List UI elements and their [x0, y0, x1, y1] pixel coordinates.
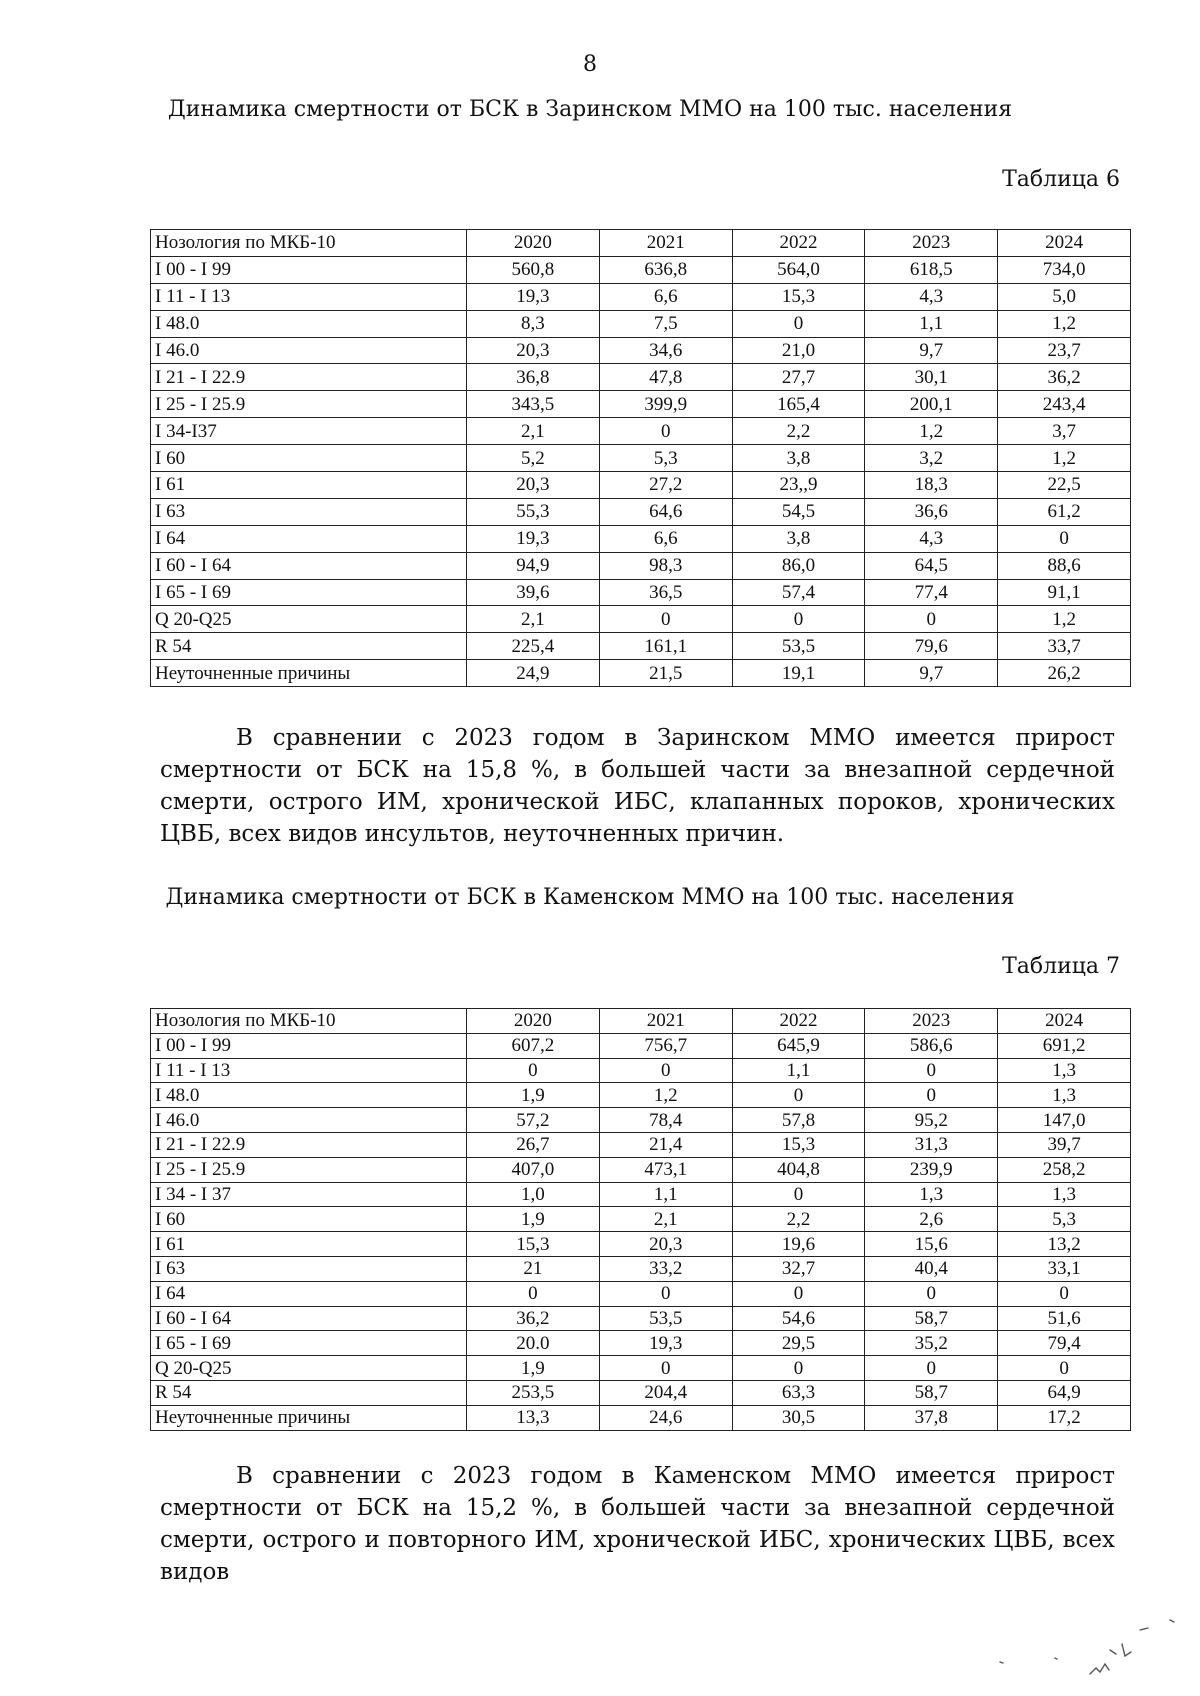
row-value-cell: 86,0 — [732, 552, 865, 579]
row-value-cell: 473,1 — [599, 1157, 732, 1182]
row-value-cell: 55,3 — [467, 498, 600, 525]
table6 — [150, 229, 1131, 687]
row-value-cell: 30,1 — [865, 364, 998, 391]
row-value-cell: 98,3 — [599, 552, 732, 579]
section2-heading: Динамика смертности от БСК в Каменском ММО на 100 тыс. населения — [165, 885, 1015, 910]
row-value-cell: 58,7 — [865, 1380, 998, 1405]
row-nosology-cell: I 00 - I 99 — [151, 256, 467, 283]
row-value-cell: 0 — [599, 1356, 732, 1381]
row-nosology-cell: I 64 — [151, 525, 467, 552]
row-value-cell: 95,2 — [865, 1108, 998, 1133]
row-value-cell: 36,5 — [599, 579, 732, 606]
row-value-cell: 0 — [732, 1356, 865, 1381]
row-value-cell: 1,3 — [998, 1182, 1131, 1207]
row-value-cell: 15,6 — [865, 1232, 998, 1257]
row-value-cell: 57,2 — [467, 1108, 600, 1133]
row-nosology-cell: R 54 — [151, 633, 467, 660]
row-value-cell: 9,7 — [865, 660, 998, 687]
table-row — [151, 1157, 1131, 1182]
row-value-cell: 586,6 — [865, 1033, 998, 1058]
table-row — [151, 1232, 1131, 1257]
row-value-cell: 1,2 — [998, 310, 1131, 337]
row-value-cell: 53,5 — [732, 633, 865, 660]
row-value-cell: 35,2 — [865, 1331, 998, 1356]
row-value-cell: 3,7 — [998, 418, 1131, 445]
row-value-cell: 36,2 — [467, 1306, 600, 1331]
row-nosology-cell: I 63 — [151, 1256, 467, 1281]
row-value-cell: 607,2 — [467, 1033, 600, 1058]
table-row — [151, 1356, 1131, 1381]
row-value-cell: 1,9 — [467, 1207, 600, 1232]
row-value-cell: 40,4 — [865, 1256, 998, 1281]
row-value-cell: 0 — [998, 1356, 1131, 1381]
row-value-cell: 734,0 — [998, 256, 1131, 283]
row-value-cell: 225,4 — [467, 633, 600, 660]
row-nosology-cell: I 48.0 — [151, 1083, 467, 1108]
table-header-row — [151, 1009, 1131, 1034]
row-nosology-cell: I 61 — [151, 1232, 467, 1257]
section1-paragraph: В сравнении с 2023 годом в Заринском ММО имеется прирост смертности от БСК на 15,8 %, в большей части за внезапной сердечной смерти, острого ИМ, хронической ИБС, клапанных пороков, хронических ЦВБ, всех видов инсультов, неуточненных причин. — [160, 725, 1115, 847]
row-value-cell: 21,4 — [599, 1132, 732, 1157]
row-value-cell: 1,1 — [865, 310, 998, 337]
column-header-year: 2023 — [865, 230, 998, 257]
row-value-cell: 0 — [599, 1281, 732, 1306]
row-value-cell: 15,3 — [732, 1132, 865, 1157]
row-value-cell: 26,2 — [998, 660, 1131, 687]
row-nosology-cell: I 60 — [151, 445, 467, 472]
row-value-cell: 7,5 — [599, 310, 732, 337]
row-value-cell: 0 — [599, 1058, 732, 1083]
column-header-nosology: Нозология по МКБ-10 — [151, 1009, 467, 1034]
row-value-cell: 0 — [998, 525, 1131, 552]
row-value-cell: 1,9 — [467, 1083, 600, 1108]
row-value-cell: 36,6 — [865, 498, 998, 525]
row-nosology-cell: I 25 - I 25.9 — [151, 1157, 467, 1182]
row-value-cell: 645,9 — [732, 1033, 865, 1058]
row-value-cell: 0 — [998, 1281, 1131, 1306]
table-row — [151, 1108, 1131, 1133]
table-row — [151, 525, 1131, 552]
row-value-cell: 39,6 — [467, 579, 600, 606]
row-value-cell: 36,8 — [467, 364, 600, 391]
row-value-cell: 20,3 — [467, 472, 600, 499]
row-value-cell: 27,7 — [732, 364, 865, 391]
row-value-cell: 161,1 — [599, 633, 732, 660]
row-value-cell: 20.0 — [467, 1331, 600, 1356]
table-row — [151, 472, 1131, 499]
row-value-cell: 51,6 — [998, 1306, 1131, 1331]
column-header-year: 2022 — [732, 1009, 865, 1034]
table-row — [151, 256, 1131, 283]
row-value-cell: 77,4 — [865, 579, 998, 606]
row-value-cell: 2,1 — [599, 1207, 732, 1232]
row-nosology-cell: I 60 — [151, 1207, 467, 1232]
row-value-cell: 34,6 — [599, 337, 732, 364]
row-value-cell: 0 — [865, 606, 998, 633]
column-header-year: 2021 — [599, 1009, 732, 1034]
row-value-cell: 36,2 — [998, 364, 1131, 391]
row-nosology-cell: I 11 - I 13 — [151, 1058, 467, 1083]
row-value-cell: 27,2 — [599, 472, 732, 499]
table-row — [151, 445, 1131, 472]
row-value-cell: 22,5 — [998, 472, 1131, 499]
row-value-cell: 4,3 — [865, 283, 998, 310]
table-row — [151, 364, 1131, 391]
row-value-cell: 23,,9 — [732, 472, 865, 499]
row-value-cell: 2,6 — [865, 1207, 998, 1232]
row-value-cell: 13,3 — [467, 1405, 600, 1430]
row-value-cell: 15,3 — [467, 1232, 600, 1257]
row-value-cell: 0 — [467, 1281, 600, 1306]
table-row — [151, 633, 1131, 660]
table-row — [151, 579, 1131, 606]
row-value-cell: 253,5 — [467, 1380, 600, 1405]
table-row — [151, 1331, 1131, 1356]
row-value-cell: 636,8 — [599, 256, 732, 283]
row-value-cell: 29,5 — [732, 1331, 865, 1356]
section1-heading: Динамика смертности от БСК в Заринском ММО на 100 тыс. населения — [167, 97, 1013, 122]
row-value-cell: 1,2 — [599, 1083, 732, 1108]
row-value-cell: 243,4 — [998, 391, 1131, 418]
row-nosology-cell: R 54 — [151, 1380, 467, 1405]
table-row — [151, 418, 1131, 445]
row-value-cell: 756,7 — [599, 1033, 732, 1058]
column-header-year: 2022 — [732, 230, 865, 257]
row-value-cell: 5,3 — [998, 1207, 1131, 1232]
row-value-cell: 204,4 — [599, 1380, 732, 1405]
table-row — [151, 1380, 1131, 1405]
row-value-cell: 1,3 — [865, 1182, 998, 1207]
row-value-cell: 26,7 — [467, 1132, 600, 1157]
row-value-cell: 17,2 — [998, 1405, 1131, 1430]
row-value-cell: 57,8 — [732, 1108, 865, 1133]
row-value-cell: 0 — [732, 1083, 865, 1108]
row-nosology-cell: I 48.0 — [151, 310, 467, 337]
row-nosology-cell: Q 20-Q25 — [151, 1356, 467, 1381]
table-row — [151, 1182, 1131, 1207]
row-value-cell: 53,5 — [599, 1306, 732, 1331]
row-value-cell: 3,8 — [732, 445, 865, 472]
row-value-cell: 91,1 — [998, 579, 1131, 606]
page-number: 8 — [583, 52, 597, 77]
row-value-cell: 0 — [865, 1281, 998, 1306]
row-nosology-cell: I 60 - I 64 — [151, 552, 467, 579]
column-header-year: 2023 — [865, 1009, 998, 1034]
table-row — [151, 498, 1131, 525]
row-value-cell: 3,2 — [865, 445, 998, 472]
row-value-cell: 258,2 — [998, 1157, 1131, 1182]
row-nosology-cell: I 11 - I 13 — [151, 283, 467, 310]
row-value-cell: 1,3 — [998, 1083, 1131, 1108]
row-value-cell: 200,1 — [865, 391, 998, 418]
row-value-cell: 19,3 — [467, 525, 600, 552]
row-value-cell: 1,9 — [467, 1356, 600, 1381]
row-value-cell: 165,4 — [732, 391, 865, 418]
row-value-cell: 0 — [599, 418, 732, 445]
row-nosology-cell: I 25 - I 25.9 — [151, 391, 467, 418]
row-value-cell: 6,6 — [599, 283, 732, 310]
row-value-cell: 31,3 — [865, 1132, 998, 1157]
row-value-cell: 37,8 — [865, 1405, 998, 1430]
row-value-cell: 0 — [732, 1182, 865, 1207]
row-value-cell: 33,2 — [599, 1256, 732, 1281]
row-value-cell: 618,5 — [865, 256, 998, 283]
row-value-cell: 33,7 — [998, 633, 1131, 660]
row-value-cell: 1,2 — [998, 445, 1131, 472]
row-value-cell: 2,1 — [467, 418, 600, 445]
row-value-cell: 21 — [467, 1256, 600, 1281]
row-value-cell: 15,3 — [732, 283, 865, 310]
row-value-cell: 1,1 — [599, 1182, 732, 1207]
row-value-cell: 79,6 — [865, 633, 998, 660]
column-header-year: 2024 — [998, 1009, 1131, 1034]
row-value-cell: 19,3 — [467, 283, 600, 310]
row-value-cell: 4,3 — [865, 525, 998, 552]
row-value-cell: 147,0 — [998, 1108, 1131, 1133]
row-value-cell: 691,2 — [998, 1033, 1131, 1058]
table-row — [151, 1405, 1131, 1430]
row-value-cell: 3,8 — [732, 525, 865, 552]
row-value-cell: 64,9 — [998, 1380, 1131, 1405]
row-nosology-cell: Неуточненные причины — [151, 1405, 467, 1430]
table-row — [151, 1207, 1131, 1232]
row-value-cell: 63,3 — [732, 1380, 865, 1405]
column-header-nosology: Нозология по МКБ-10 — [151, 230, 467, 257]
row-value-cell: 407,0 — [467, 1157, 600, 1182]
row-value-cell: 19,3 — [599, 1331, 732, 1356]
table6-label: Таблица 6 — [1002, 167, 1120, 192]
row-value-cell: 0 — [865, 1083, 998, 1108]
row-value-cell: 239,9 — [865, 1157, 998, 1182]
row-nosology-cell: I 61 — [151, 472, 467, 499]
row-value-cell: 57,4 — [732, 579, 865, 606]
row-value-cell: 64,6 — [599, 498, 732, 525]
row-value-cell: 20,3 — [467, 337, 600, 364]
table-row — [151, 1083, 1131, 1108]
row-value-cell: 32,7 — [732, 1256, 865, 1281]
row-value-cell: 1,1 — [732, 1058, 865, 1083]
row-value-cell: 20,3 — [599, 1232, 732, 1257]
row-nosology-cell: I 34 - I 37 — [151, 1182, 467, 1207]
table-row — [151, 1033, 1131, 1058]
row-value-cell: 5,0 — [998, 283, 1131, 310]
table-row — [151, 660, 1131, 687]
row-value-cell: 61,2 — [998, 498, 1131, 525]
row-value-cell: 404,8 — [732, 1157, 865, 1182]
row-value-cell: 343,5 — [467, 391, 600, 418]
row-value-cell: 0 — [865, 1058, 998, 1083]
section2-paragraph: В сравнении с 2023 годом в Каменском ММО имеется прирост смертности от БСК на 15,2 %, в большей части за внезапной сердечной смерти, острого и повторного ИМ, хронической ИБС, хронических ЦВБ, всех видов — [160, 1463, 1115, 1585]
row-value-cell: 23,7 — [998, 337, 1131, 364]
row-nosology-cell: I 34-I37 — [151, 418, 467, 445]
table-row — [151, 1058, 1131, 1083]
row-value-cell: 19,1 — [732, 660, 865, 687]
row-value-cell: 6,6 — [599, 525, 732, 552]
row-value-cell: 2,1 — [467, 606, 600, 633]
table-row — [151, 552, 1131, 579]
row-nosology-cell: I 21 - I 22.9 — [151, 364, 467, 391]
row-value-cell: 24,9 — [467, 660, 600, 687]
row-value-cell: 5,3 — [599, 445, 732, 472]
signature-marks — [880, 1600, 1180, 1690]
table-row — [151, 1132, 1131, 1157]
row-value-cell: 0 — [599, 606, 732, 633]
row-nosology-cell: I 65 - I 69 — [151, 579, 467, 606]
row-value-cell: 54,6 — [732, 1306, 865, 1331]
row-value-cell: 5,2 — [467, 445, 600, 472]
row-value-cell: 64,5 — [865, 552, 998, 579]
table-row — [151, 1281, 1131, 1306]
row-value-cell: 13,2 — [998, 1232, 1131, 1257]
column-header-year: 2024 — [998, 230, 1131, 257]
table7-label: Таблица 7 — [1002, 954, 1120, 979]
table-row — [151, 606, 1131, 633]
row-value-cell: 54,5 — [732, 498, 865, 525]
row-value-cell: 18,3 — [865, 472, 998, 499]
row-value-cell: 399,9 — [599, 391, 732, 418]
table-row — [151, 1306, 1131, 1331]
row-value-cell: 58,7 — [865, 1306, 998, 1331]
row-value-cell: 30,5 — [732, 1405, 865, 1430]
table-row — [151, 337, 1131, 364]
row-value-cell: 8,3 — [467, 310, 600, 337]
row-value-cell: 47,8 — [599, 364, 732, 391]
row-nosology-cell: I 21 - I 22.9 — [151, 1132, 467, 1157]
row-nosology-cell: Неуточненные причины — [151, 660, 467, 687]
row-value-cell: 33,1 — [998, 1256, 1131, 1281]
row-value-cell: 0 — [732, 310, 865, 337]
row-nosology-cell: Q 20-Q25 — [151, 606, 467, 633]
column-header-year: 2020 — [467, 230, 600, 257]
table-row — [151, 1256, 1131, 1281]
row-value-cell: 39,7 — [998, 1132, 1131, 1157]
row-nosology-cell: I 63 — [151, 498, 467, 525]
row-value-cell: 24,6 — [599, 1405, 732, 1430]
row-value-cell: 0 — [732, 606, 865, 633]
row-value-cell: 78,4 — [599, 1108, 732, 1133]
table-header-row — [151, 230, 1131, 257]
row-value-cell: 1,2 — [865, 418, 998, 445]
row-value-cell: 2,2 — [732, 1207, 865, 1232]
row-nosology-cell: I 00 - I 99 — [151, 1033, 467, 1058]
row-value-cell: 88,6 — [998, 552, 1131, 579]
row-value-cell: 19,6 — [732, 1232, 865, 1257]
row-nosology-cell: I 60 - I 64 — [151, 1306, 467, 1331]
row-nosology-cell: I 46.0 — [151, 1108, 467, 1133]
row-value-cell: 1,0 — [467, 1182, 600, 1207]
row-nosology-cell: I 46.0 — [151, 337, 467, 364]
row-value-cell: 79,4 — [998, 1331, 1131, 1356]
row-value-cell: 564,0 — [732, 256, 865, 283]
row-value-cell: 0 — [865, 1356, 998, 1381]
table-row — [151, 310, 1131, 337]
row-value-cell: 1,2 — [998, 606, 1131, 633]
row-value-cell: 2,2 — [732, 418, 865, 445]
row-value-cell: 94,9 — [467, 552, 600, 579]
row-value-cell: 21,0 — [732, 337, 865, 364]
row-nosology-cell: I 65 - I 69 — [151, 1331, 467, 1356]
row-value-cell: 0 — [467, 1058, 600, 1083]
row-value-cell: 9,7 — [865, 337, 998, 364]
table7 — [150, 1008, 1131, 1431]
column-header-year: 2020 — [467, 1009, 600, 1034]
table-row — [151, 391, 1131, 418]
row-value-cell: 0 — [732, 1281, 865, 1306]
row-value-cell: 1,3 — [998, 1058, 1131, 1083]
column-header-year: 2021 — [599, 230, 732, 257]
row-value-cell: 560,8 — [467, 256, 600, 283]
table-row — [151, 283, 1131, 310]
row-value-cell: 21,5 — [599, 660, 732, 687]
row-nosology-cell: I 64 — [151, 1281, 467, 1306]
